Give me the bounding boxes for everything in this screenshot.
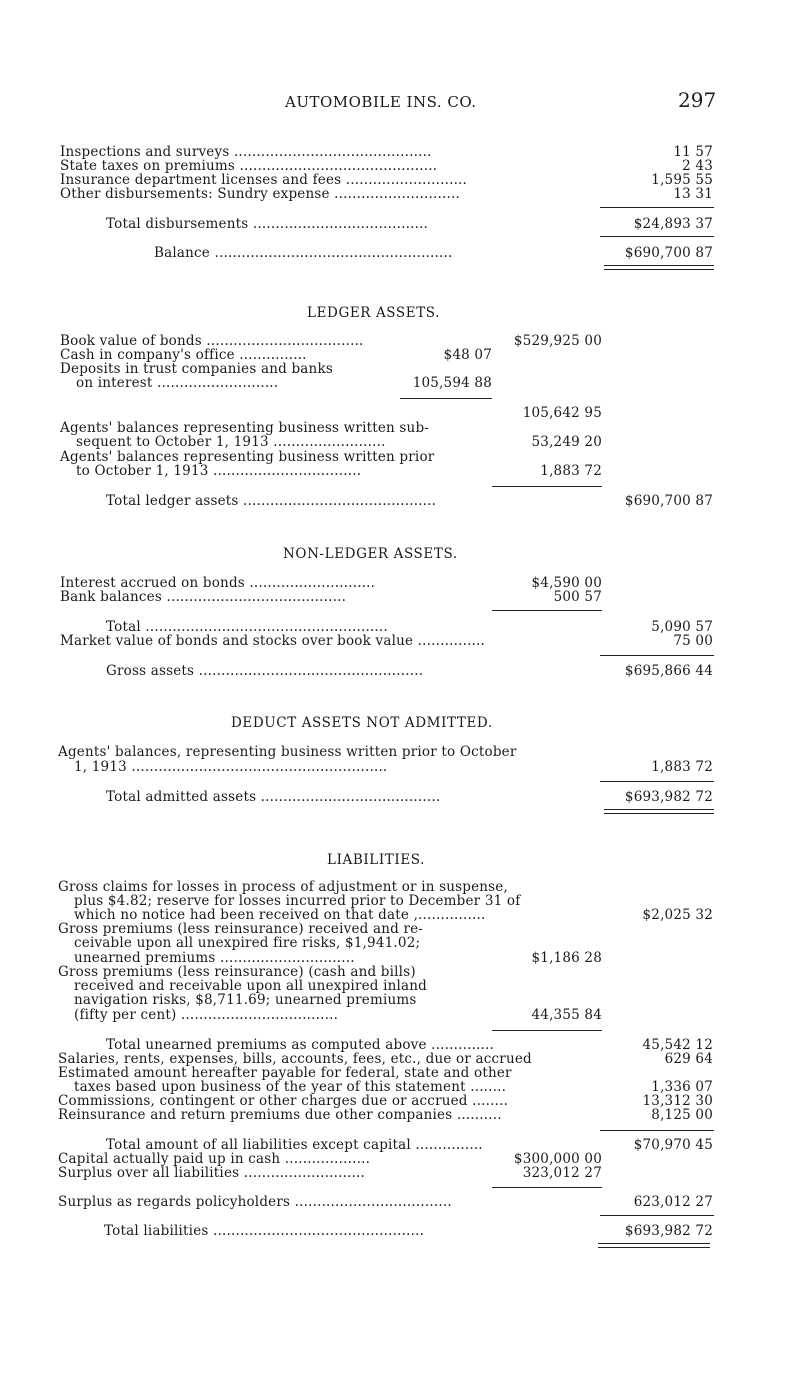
nonledger-total-amount: 5,090 57 [651, 619, 713, 635]
bonds-amount: $529,925 00 [513, 333, 602, 349]
total-liabilities-double-rule [598, 1243, 710, 1248]
agents-subsequent-label-line1: Agents' balances representing business written sub- [60, 420, 430, 436]
total-ledger-assets-label: Total ledger assets ........................................... [106, 494, 437, 509]
claims-label-line3: which no notice had been received on that date ,............... [74, 908, 486, 923]
total-liabilities-rule [600, 1215, 714, 1216]
surplus-policyholders-label: Surplus as regards policyholders ................................... [58, 1195, 452, 1210]
capital-amount: $300,000 00 [513, 1151, 602, 1167]
cash-office-amount: $48 07 [443, 347, 492, 363]
capital-label: Capital actually paid up in cash ................... [58, 1152, 371, 1167]
ledger-assets-heading: LEDGER ASSETS. [307, 305, 441, 321]
deduct-agents-amount: 1,883 72 [651, 759, 713, 775]
total-unearned-label: Total unearned premiums as computed above .............. [106, 1038, 495, 1053]
taxes-amount: 1,336 07 [651, 1079, 713, 1095]
bank-balances-amount: 500 57 [553, 589, 602, 605]
total-disbursements-amount: $24,893 37 [633, 216, 713, 232]
balance-label: Balance ..................................................... [154, 246, 453, 261]
claims-amount: $2,025 32 [642, 907, 713, 923]
deposits-rule [400, 398, 492, 399]
deposits-label-line1: Deposits in trust companies and banks [60, 361, 333, 377]
total-liabilities-amount: $693,982 72 [624, 1223, 713, 1239]
commissions-label: Commissions, contingent or other charges due or accrued ........ [58, 1094, 509, 1109]
fire-premiums-label-line3: unearned premiums .............................. [74, 951, 355, 966]
agents-prior-label-line2: to October 1, 1913 ................................. [76, 464, 362, 479]
reinsurance-label: Reinsurance and return premiums due other companies .......... [58, 1108, 502, 1123]
deposits-label-line2: on interest ........................... [76, 376, 279, 391]
disbursement-licenses-label: Insurance department licenses and fees ........................... [60, 173, 468, 188]
commissions-amount: 13,312 30 [642, 1093, 713, 1109]
disbursements-rule [600, 207, 714, 208]
nonledger-rule [492, 610, 602, 611]
claims-label-line2: plus $4.82; reserve for losses incurred prior to December 31 of [74, 893, 521, 909]
total-except-capital-amount: $70,970 45 [633, 1137, 713, 1153]
gross-assets-amount: $695,866 44 [624, 663, 713, 679]
liabilities-rule [600, 1130, 714, 1131]
disbursement-other-label: Other disbursements: Sundry expense ............................ [60, 187, 460, 202]
page-number: 297 [678, 88, 717, 112]
disbursement-inspections-label: Inspections and surveys ............................................ [60, 145, 432, 160]
non-ledger-assets-heading: NON-LEDGER ASSETS. [283, 546, 458, 562]
disbursement-inspections-amount: 11 57 [673, 144, 713, 160]
market-value-label: Market value of bonds and stocks over book value ............... [60, 634, 486, 649]
total-except-capital-label: Total amount of all liabilities except capital ............... [106, 1138, 483, 1153]
total-unearned-amount: 45,542 12 [642, 1037, 713, 1053]
marine-premiums-label-line2: received and receivable upon all unexpired inland [74, 978, 428, 994]
balance-rule [600, 236, 714, 237]
salaries-amount: 629 64 [664, 1051, 713, 1067]
admitted-rule [600, 781, 714, 782]
deduct-assets-heading: DEDUCT ASSETS NOT ADMITTED. [231, 715, 493, 731]
surplus-rule [492, 1187, 602, 1188]
gross-assets-rule [600, 655, 714, 656]
taxes-label-line1: Estimated amount hereafter payable for federal, state and other [58, 1065, 512, 1081]
cash-deposits-subtotal: 105,642 95 [522, 405, 602, 421]
disbursement-licenses-amount: 1,595 55 [651, 172, 713, 188]
marine-premiums-label-line3: navigation risks, $8,711.69; unearned premiums [74, 992, 417, 1008]
surplus-label: Surplus over all liabilities ........................... [58, 1166, 366, 1181]
ledger-rule [492, 486, 602, 487]
interest-accrued-label: Interest accrued on bonds ............................ [60, 576, 376, 591]
fire-premiums-label-line1: Gross premiums (less reinsurance) received and re- [58, 921, 424, 937]
balance-amount: $690,700 87 [624, 245, 713, 261]
deposits-amount: 105,594 88 [412, 375, 492, 391]
fire-unearned-amount: $1,186 28 [531, 950, 602, 966]
agents-subsequent-amount: 53,249 20 [531, 434, 602, 450]
total-ledger-assets-amount: $690,700 87 [624, 493, 713, 509]
marine-premiums-label-line4: (fifty per cent) ................................... [74, 1008, 339, 1023]
salaries-label: Salaries, rents, expenses, bills, accounts, fees, etc., due or accrued [58, 1052, 532, 1067]
reinsurance-amount: 8,125 00 [651, 1107, 713, 1123]
market-value-amount: 75 00 [673, 633, 713, 649]
gross-assets-label: Gross assets .................................................. [106, 664, 424, 679]
agents-subsequent-label-line2: sequent to October 1, 1913 ......................... [76, 435, 386, 450]
page-header-title: AUTOMOBILE INS. CO. [285, 93, 477, 111]
deduct-agents-label-line1: Agents' balances, representing business written prior to October [58, 744, 517, 760]
total-disbursements-label: Total disbursements ....................................... [106, 217, 429, 232]
deduct-agents-label-line2: 1, 1913 ......................................................... [74, 760, 388, 775]
disbursement-state-taxes-label: State taxes on premiums ............................................ [60, 159, 438, 174]
bonds-label: Book value of bonds ................................... [60, 334, 364, 349]
disbursement-state-taxes-amount: 2 43 [682, 158, 713, 174]
cash-office-label: Cash in company's office ............... [60, 348, 307, 363]
nonledger-total-label: Total ...................................................... [106, 620, 388, 635]
disbursement-other-amount: 13 31 [673, 186, 713, 202]
total-admitted-assets-amount: $693,982 72 [624, 789, 713, 805]
interest-accrued-amount: $4,590 00 [531, 575, 602, 591]
balance-double-rule [604, 265, 714, 270]
liabilities-heading: LIABILITIES. [327, 852, 426, 868]
admitted-double-rule [604, 809, 714, 814]
claims-label-line1: Gross claims for losses in process of adjustment or in suspense, [58, 879, 508, 895]
agents-prior-amount: 1,883 72 [540, 463, 602, 479]
agents-prior-label-line1: Agents' balances representing business written prior [60, 449, 435, 465]
total-admitted-assets-label: Total admitted assets ........................................ [106, 790, 441, 805]
bank-balances-label: Bank balances ........................................ [60, 590, 347, 605]
marine-premiums-label-line1: Gross premiums (less reinsurance) (cash and bills) [58, 964, 416, 980]
total-liabilities-label: Total liabilities ............................................... [104, 1224, 425, 1239]
taxes-label-line2: taxes based upon business of the year of this statement ........ [74, 1080, 507, 1095]
surplus-policyholders-amount: 623,012 27 [633, 1194, 713, 1210]
surplus-amount: 323,012 27 [522, 1165, 602, 1181]
marine-unearned-amount: 44,355 84 [531, 1007, 602, 1023]
unearned-rule [492, 1030, 602, 1031]
fire-premiums-label-line2: ceivable upon all unexpired fire risks, $1,941.02; [74, 935, 421, 951]
